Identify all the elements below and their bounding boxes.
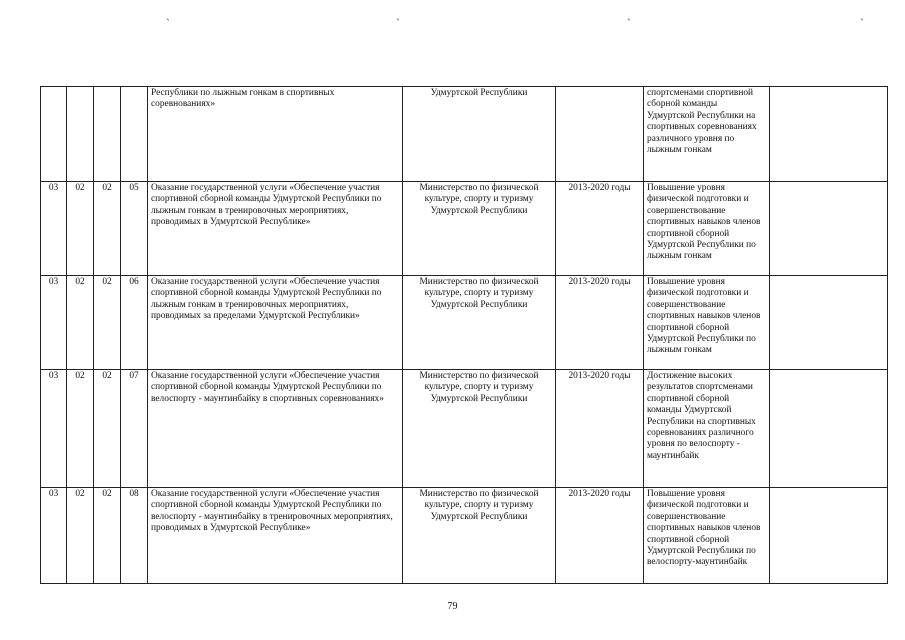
executor: Министерство по физической культуре, спорту и туризму Удмуртской Республики <box>403 370 556 488</box>
expected-result: Повышение уровня физической подготовки и совершенствование спортивных навыков членов спортивной сборной Удмуртской Республики по велоспорту-маунтинбайк <box>644 488 770 584</box>
table-row <box>41 370 888 488</box>
activity-name: Оказание государственной услуги «Обеспечение участия спортивной сборной команды Удмуртской Республики по велоспорту - маунтинбайку в тренировочных мероприятиях, проводимых в Удмуртской Республике» <box>148 488 403 584</box>
code-m: 07 <box>121 370 148 488</box>
period: 2013-2020 годы <box>556 276 644 370</box>
executor: Удмуртской Республики <box>403 87 556 182</box>
scan-mark: ` <box>860 16 864 30</box>
executor: Министерство по физической культуре, спорту и туризму Удмуртской Республики <box>403 182 556 276</box>
extra-cell <box>770 370 888 488</box>
code-m: 05 <box>121 182 148 276</box>
code-gp: 03 <box>41 370 67 488</box>
code-om <box>94 87 121 182</box>
code-gp <box>41 87 67 182</box>
activity-name: Оказание государственной услуги «Обеспечение участия спортивной сборной команды Удмуртской Республики по лыжным гонкам в тренировочных мероприятиях, проводимых в Удмуртской Республике» <box>148 182 403 276</box>
executor: Министерство по физической культуре, спорту и туризму Удмуртской Республики <box>403 276 556 370</box>
program-activities-table <box>40 86 888 584</box>
code-pp: 02 <box>67 276 94 370</box>
extra-cell <box>770 87 888 182</box>
code-pp: 02 <box>67 488 94 584</box>
code-om: 02 <box>94 182 121 276</box>
table-row <box>41 87 888 182</box>
expected-result: Достижение высоких результатов спортсменами спортивной сборной команды Удмуртской Республики на спортивных соревнованиях различного уровня по велоспорту - маунтинбайк <box>644 370 770 488</box>
code-pp: 02 <box>67 370 94 488</box>
extra-cell <box>770 276 888 370</box>
table-row <box>41 276 888 370</box>
code-pp: 02 <box>67 182 94 276</box>
code-gp: 03 <box>41 276 67 370</box>
table-row <box>41 182 888 276</box>
period: 2013-2020 годы <box>556 182 644 276</box>
scan-mark: ` <box>396 16 400 30</box>
extra-cell <box>770 182 888 276</box>
activity-name: Республики по лыжным гонкам в спортивных соревнованиях» <box>148 87 403 182</box>
period: 2013-2020 годы <box>556 488 644 584</box>
code-gp: 03 <box>41 488 67 584</box>
page-number: 79 <box>447 601 458 612</box>
scan-mark: ` <box>166 16 170 30</box>
code-m: 08 <box>121 488 148 584</box>
activity-name: Оказание государственной услуги «Обеспечение участия спортивной сборной команды Удмуртской Республики по велоспорту - маунтинбайку в спортивных соревнованиях» <box>148 370 403 488</box>
activity-name: Оказание государственной услуги «Обеспечение участия спортивной сборной команды Удмуртской Республики по лыжным гонкам в тренировочных мероприятиях, проводимых за пределами Удмуртской Республики» <box>148 276 403 370</box>
executor: Министерство по физической культуре, спорту и туризму Удмуртской Республики <box>403 488 556 584</box>
period <box>556 87 644 182</box>
table-row <box>41 488 888 584</box>
expected-result: Повышение уровня физической подготовки и совершенствование спортивных навыков членов спортивной сборной Удмуртской Республики по лыжным гонкам <box>644 182 770 276</box>
expected-result: спортсменами спортивной сборной команды Удмуртской Республики на спортивных соревнованиях различного уровня по лыжным гонкам <box>644 87 770 182</box>
code-pp <box>67 87 94 182</box>
expected-result: Повышение уровня физической подготовки и совершенствование спортивных навыков членов спортивной сборной Удмуртской Республики по лыжным гонкам <box>644 276 770 370</box>
code-gp: 03 <box>41 182 67 276</box>
code-om: 02 <box>94 488 121 584</box>
code-om: 02 <box>94 370 121 488</box>
code-m <box>121 87 148 182</box>
code-m: 06 <box>121 276 148 370</box>
period: 2013-2020 годы <box>556 370 644 488</box>
extra-cell <box>770 488 888 584</box>
scan-mark: ` <box>627 16 631 30</box>
code-om: 02 <box>94 276 121 370</box>
